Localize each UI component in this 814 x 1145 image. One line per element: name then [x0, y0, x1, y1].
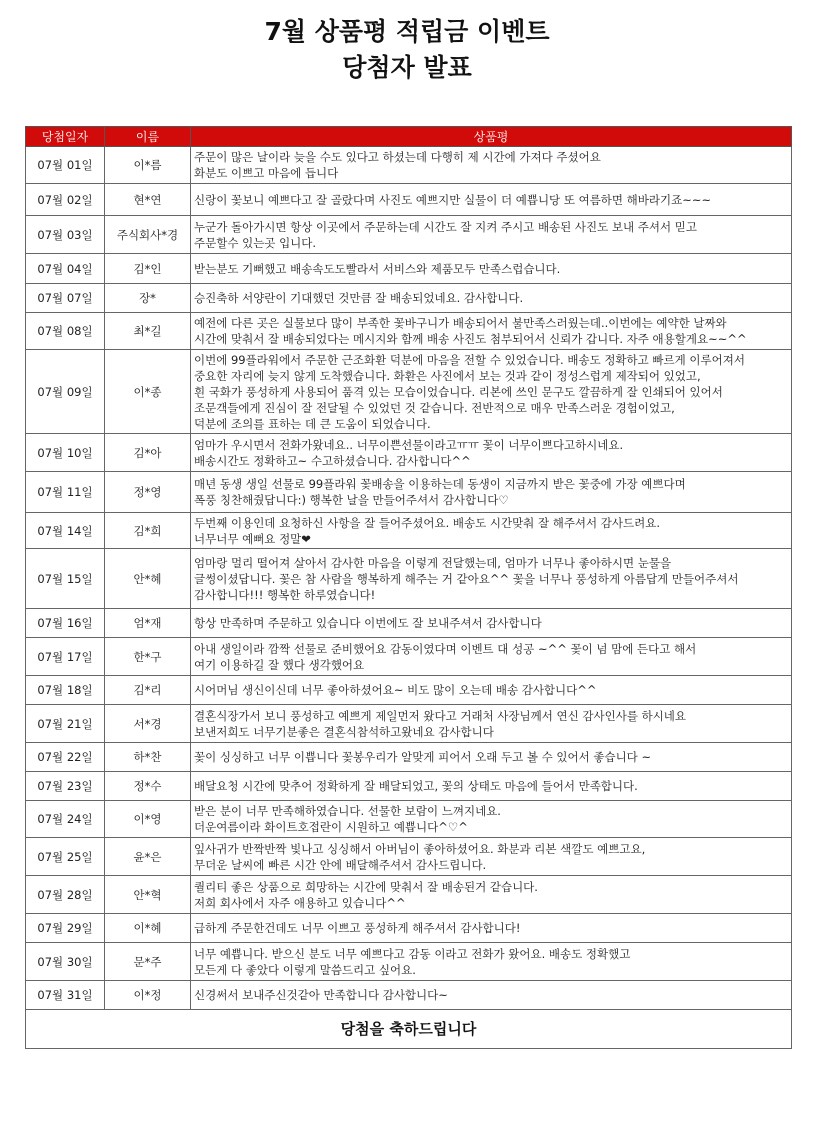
- date-cell: 07월 10일: [26, 434, 105, 472]
- date-cell: 07월 04일: [26, 254, 105, 284]
- date-cell: 07월 17일: [26, 638, 105, 676]
- table-row: [26, 313, 792, 350]
- name-cell: 윤*은: [105, 838, 191, 876]
- review-cell: 엄마가 우시면서 전화가왔네요.. 너무이쁜선물이라고ㅠㅠ 꽃이 너무이쁘다고하시네요. 배송시간도 정확하고~ 수고하셨습니다. 감사합니다^^: [191, 434, 792, 472]
- review-cell: 받은 분이 너무 만족해하였습니다. 선물한 보람이 느껴지네요. 더운여름이라 화이트호접란이 시원하고 예쁩니다^♡^: [191, 801, 792, 838]
- table-header-row: [26, 127, 792, 147]
- table-row: [26, 743, 792, 772]
- winner-announcement-title: 당첨자 발표: [342, 53, 472, 82]
- name-cell: 엄*재: [105, 609, 191, 638]
- date-cell: 07월 07일: [26, 284, 105, 313]
- name-cell: 정*수: [105, 772, 191, 801]
- table-row: [26, 801, 792, 838]
- table-row: [26, 434, 792, 472]
- date-cell: 07월 08일: [26, 313, 105, 350]
- review-cell: 배달요청 시간에 맞추어 정확하게 잘 배달되었고, 꽃의 상태도 마음에 들어서 만족합니다.: [191, 772, 792, 801]
- name-cell: 안*혜: [105, 549, 191, 609]
- name-cell: 김*아: [105, 434, 191, 472]
- table-row: [26, 876, 792, 914]
- review-cell: 너무 예쁩니다. 받으신 분도 너무 예쁘다고 감동 이라고 전화가 왔어요. 배송도 정확했고 모든게 다 좋았다 이렇게 말씀드리고 싶어요.: [191, 943, 792, 981]
- review-cell: 아내 생일이라 깜짝 선물로 준비했어요 감동이였다며 이벤트 대 성공 ~^^ 꽃이 넘 맘에 든다고 해서 여기 이용하길 잘 했다 생각했어요: [191, 638, 792, 676]
- date-cell: 07월 09일: [26, 350, 105, 434]
- header-name: 이름: [105, 127, 191, 147]
- review-cell: 퀄리티 좋은 상품으로 희망하는 시간에 맞춰서 잘 배송된거 같습니다. 저희 회사에서 자주 애용하고 있습니다^^: [191, 876, 792, 914]
- review-cell: 잎사귀가 반짝반짝 빛나고 싱싱해서 아버님이 좋아하셨어요. 화분과 리본 색깔도 예쁘고요, 무더운 날씨에 빠른 시간 안에 배달해주셔서 감사드립니다.: [191, 838, 792, 876]
- date-cell: 07월 29일: [26, 914, 105, 943]
- name-cell: 주식회사*경: [105, 216, 191, 254]
- name-cell: 현*연: [105, 184, 191, 216]
- table-row: [26, 284, 792, 313]
- table-row: [26, 838, 792, 876]
- table-row: [26, 638, 792, 676]
- name-cell: 김*리: [105, 676, 191, 705]
- name-cell: 장*: [105, 284, 191, 313]
- name-cell: 정*영: [105, 472, 191, 513]
- date-cell: 07월 01일: [26, 147, 105, 184]
- review-cell: 항상 만족하며 주문하고 있습니다 이번에도 잘 보내주셔서 감사합니다: [191, 609, 792, 638]
- date-cell: 07월 24일: [26, 801, 105, 838]
- review-cell: 신랑이 꽃보니 예쁘다고 잘 골랐다며 사진도 예쁘지만 실물이 더 예쁩니당 또 여름하면 해바라기죠~~~: [191, 184, 792, 216]
- table-row: [26, 609, 792, 638]
- date-cell: 07월 22일: [26, 743, 105, 772]
- table-row: [26, 472, 792, 513]
- review-cell: 급하게 주문한건데도 너무 이쁘고 풍성하게 해주셔서 감사합니다!: [191, 914, 792, 943]
- date-cell: 07월 11일: [26, 472, 105, 513]
- congratulations-text: 당첨을 축하드립니다: [26, 1010, 792, 1049]
- review-cell: 이번에 99플라워에서 주문한 근조화환 덕분에 마음을 전할 수 있었습니다. 배송도 정확하고 빠르게 이루어져서 중요한 자리에 늦지 않게 도착했습니다. 화환은 사진에서 보는 것과 같이 정성스럽게 제작되어 있었고, 흰 국화가 풍성하게 사용되어 품격 있는 모습이었습니다. 리본에 쓰인 문구도 깔끔하게 잘 인쇄되어 있어서 조문객들에게 진심이 잘 전달될 수 있었던 것 같습니다. 전반적으로 매우 만족스러운 경험이었고, 덕분에 조의를 표하는 데 큰 도움이 되었습니다.: [191, 350, 792, 434]
- review-cell: 꽃이 싱싱하고 너무 이쁩니다 꽃봉우리가 알맞게 피어서 오래 두고 볼 수 있어서 좋습니다 ~: [191, 743, 792, 772]
- table-row: [26, 254, 792, 284]
- table-row: [26, 549, 792, 609]
- review-cell: 두번째 이용인데 요청하신 사항을 잘 들어주셨어요. 배송도 시간맞춰 잘 해주셔서 감사드려요. 너무너무 예뻐요 정말❤: [191, 513, 792, 549]
- date-cell: 07월 28일: [26, 876, 105, 914]
- name-cell: 이*종: [105, 350, 191, 434]
- name-cell: 이*름: [105, 147, 191, 184]
- review-cell: 주문이 많은 날이라 늦을 수도 있다고 하셨는데 다행히 제 시간에 가져다 주셨어요 화분도 이쁘고 마음에 듭니다: [191, 147, 792, 184]
- name-cell: 최*길: [105, 313, 191, 350]
- table-row: [26, 981, 792, 1010]
- date-cell: 07월 30일: [26, 943, 105, 981]
- review-cell: 엄마랑 멀리 떨어져 살아서 감사한 마음을 이렇게 전달했는데, 엄마가 너무나 좋아하시면 눈물을 글썽이셨답니다. 꽃은 참 사람을 행복하게 해주는 거 같아요^^ 꽃을 너무나 풍성하게 아름답게 만들어주셔서 감사합니다!!! 행복한 하루였습니다!: [191, 549, 792, 609]
- name-cell: 김*희: [105, 513, 191, 549]
- review-cell: 신경써서 보내주신것같아 만족합니다 감사합니다~: [191, 981, 792, 1010]
- name-cell: 서*경: [105, 705, 191, 743]
- name-cell: 김*인: [105, 254, 191, 284]
- footer-row: [26, 1010, 792, 1049]
- review-cell: 승진축하 서양란이 기대했던 것만큼 잘 배송되었네요. 감사합니다.: [191, 284, 792, 313]
- date-cell: 07월 18일: [26, 676, 105, 705]
- date-cell: 07월 14일: [26, 513, 105, 549]
- date-cell: 07월 16일: [26, 609, 105, 638]
- header-review: 상품평: [191, 127, 792, 147]
- header-date: 당첨일자: [26, 127, 105, 147]
- event-title: 7월 상품평 적립금 이벤트: [264, 17, 550, 46]
- date-cell: 07월 31일: [26, 981, 105, 1010]
- review-cell: 누군가 돌아가시면 항상 이곳에서 주문하는데 시간도 잘 지켜 주시고 배송된 사진도 보내 주셔서 믿고 주문할수 있는곳 입니다.: [191, 216, 792, 254]
- table-row: [26, 513, 792, 549]
- table-row: [26, 943, 792, 981]
- winners-table: [25, 126, 792, 1049]
- table-row: [26, 705, 792, 743]
- name-cell: 이*정: [105, 981, 191, 1010]
- date-cell: 07월 02일: [26, 184, 105, 216]
- name-cell: 하*찬: [105, 743, 191, 772]
- date-cell: 07월 15일: [26, 549, 105, 609]
- name-cell: 안*혁: [105, 876, 191, 914]
- review-cell: 매년 동생 생일 선물로 99플라워 꽃배송을 이용하는데 동생이 지금까지 받은 꽃중에 가장 예쁘다며 폭풍 칭찬해줬답니다:) 행복한 날을 만들어주셔서 감사합니다♡: [191, 472, 792, 513]
- table-row: [26, 216, 792, 254]
- name-cell: 이*영: [105, 801, 191, 838]
- review-cell: 받는분도 기뻐했고 배송속도도빨라서 서비스와 제품모두 만족스럽습니다.: [191, 254, 792, 284]
- table-row: [26, 914, 792, 943]
- name-cell: 이*혜: [105, 914, 191, 943]
- table-row: [26, 184, 792, 216]
- name-cell: 한*구: [105, 638, 191, 676]
- table-row: [26, 350, 792, 434]
- review-cell: 시어머님 생신이신데 너무 좋아하셨어요~ 비도 많이 오는데 배송 감사합니다^^: [191, 676, 792, 705]
- review-cell: 예전에 다른 곳은 실물보다 많이 부족한 꽃바구니가 배송되어서 불만족스러웠는데..이번에는 예약한 날짜와 시간에 맞춰서 잘 배송되었다는 메시지와 함께 배송 사진도 첨부되어서 신뢰가 갑니다. 자주 애용할게요~~^^: [191, 313, 792, 350]
- review-cell: 결혼식장가서 보니 풍성하고 예쁘게 제일먼저 왔다고 거래처 사장님께서 연신 감사인사를 하시네요 보낸저희도 너무기분좋은 결혼식참석하고왔네요 감사합니다: [191, 705, 792, 743]
- date-cell: 07월 25일: [26, 838, 105, 876]
- table-row: [26, 772, 792, 801]
- name-cell: 문*주: [105, 943, 191, 981]
- table-row: [26, 676, 792, 705]
- table-row: [26, 147, 792, 184]
- date-cell: 07월 03일: [26, 216, 105, 254]
- date-cell: 07월 21일: [26, 705, 105, 743]
- date-cell: 07월 23일: [26, 772, 105, 801]
